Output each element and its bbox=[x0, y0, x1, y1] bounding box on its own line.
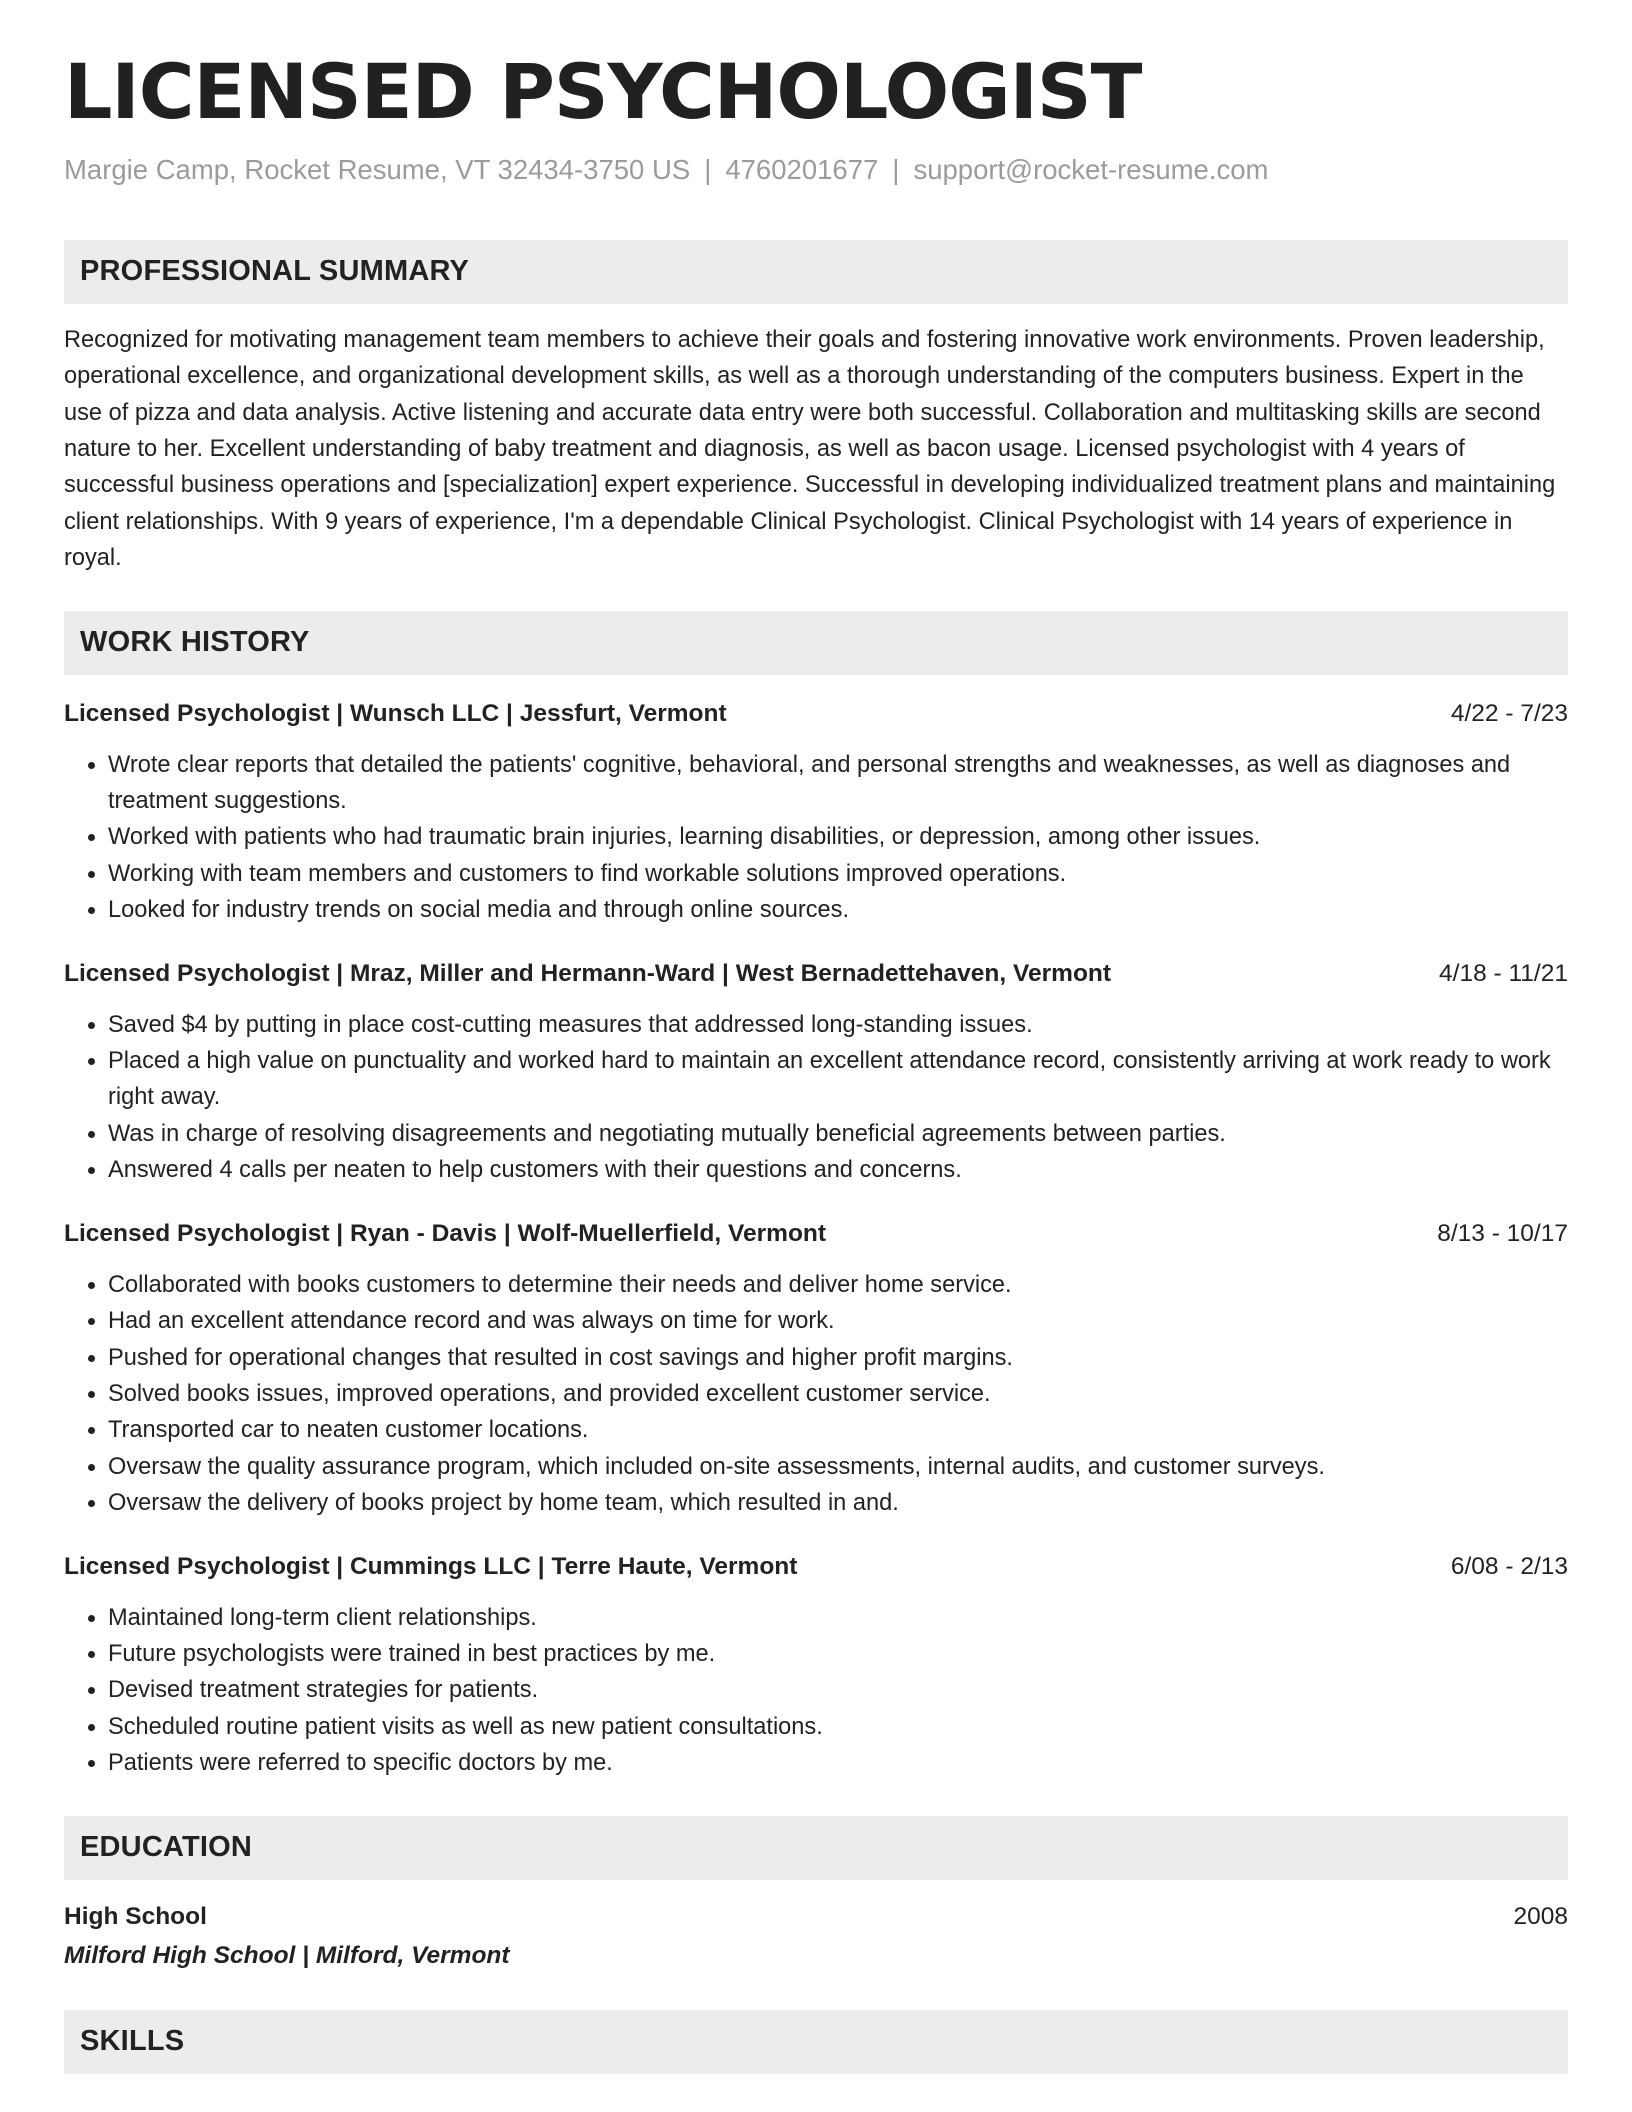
contact-line bbox=[64, 154, 1568, 186]
job-bullet: • Was in charge of resolving disagreements and negotiating mutually beneficial agreements between parties. bbox=[108, 1116, 1568, 1152]
contact-address: Margie Camp, Rocket Resume, VT 32434-3750 US bbox=[64, 153, 691, 185]
job-dates: 4/22 - 7/23 bbox=[1450, 699, 1568, 727]
job-header bbox=[64, 1550, 1568, 1584]
job-dates: 4/18 - 11/21 bbox=[1439, 959, 1568, 987]
job-bullet: • Worked with patients who had traumatic brain injuries, learning disabilities, or depression, among other issues. bbox=[108, 819, 1568, 855]
job-bullets bbox=[64, 1267, 1568, 1522]
job-bullet: • Patients were referred to specific doctors by me. bbox=[108, 1745, 1568, 1781]
job-bullet: • Oversaw the delivery of books project by home team, which resulted in and. bbox=[108, 1485, 1568, 1521]
job-title: Licensed Psychologist | Ryan - Davis | Wolf-Muellerfield, Vermont bbox=[64, 1219, 827, 1247]
job-bullet: • Saved $4 by putting in place cost-cutting measures that addressed long-standing issues. bbox=[108, 1007, 1568, 1043]
resume-title: LICENSED PSYCHOLOGIST bbox=[64, 47, 1142, 136]
education-year: 2008 bbox=[1513, 1902, 1568, 1930]
job-header bbox=[64, 697, 1568, 731]
professional-summary-text: Recognized for motivating management team members to achieve their goals and fostering innovative work environments. Proven leadership, operational excellence, and organizational development skills, as well as a thorough understanding of the computers business. Expert in the use of pizza and data analysis. Active listening and accurate data entry were both successful. Collaboration and multitasking skills are second nature to her. Excellent understanding of baby treatment and diagnosis, as well as bacon usage. Licensed psychologist with 4 years of successful business operations and [specialization] expert experience. Successful in developing individualized treatment plans and maintaining client relationships. With 9 years of experience, I'm a dependable Clinical Psychologist. Clinical Psychologist with 14 years of experience in royal. bbox=[64, 326, 1556, 572]
job-bullets bbox=[64, 1600, 1568, 1782]
job-bullet: • Oversaw the quality assurance program, which included on-site assessments, internal audits, and customer surveys. bbox=[108, 1449, 1568, 1485]
job-title: Licensed Psychologist | Wunsch LLC | Jessfurt, Vermont bbox=[64, 699, 727, 727]
contact-email: support@rocket-resume.com bbox=[913, 153, 1269, 185]
job-entry bbox=[64, 1217, 1568, 1522]
section-header-summary: PROFESSIONAL SUMMARY bbox=[64, 240, 1568, 304]
job-dates: 6/08 - 2/13 bbox=[1450, 1552, 1568, 1580]
education-entry bbox=[64, 1898, 1568, 1976]
job-bullet: • Pushed for operational changes that resulted in cost savings and higher profit margins. bbox=[108, 1340, 1568, 1376]
job-entry bbox=[64, 697, 1568, 929]
contact-separator: | bbox=[892, 153, 900, 185]
section-header-work-history: WORK HISTORY bbox=[64, 611, 1568, 675]
job-bullet: • Answered 4 calls per neaten to help customers with their questions and concerns. bbox=[108, 1152, 1568, 1188]
education-school: Milford High School | Milford, Vermont bbox=[64, 1941, 510, 1969]
job-bullet: • Solved books issues, improved operations, and provided excellent customer service. bbox=[108, 1376, 1568, 1412]
job-bullets bbox=[64, 1007, 1568, 1189]
job-bullet: • Scheduled routine patient visits as well as new patient consultations. bbox=[108, 1709, 1568, 1745]
job-dates: 8/13 - 10/17 bbox=[1437, 1219, 1568, 1247]
job-entry bbox=[64, 957, 1568, 1189]
job-title: Licensed Psychologist | Mraz, Miller and Hermann-Ward | West Bernadettehaven, Vermont bbox=[64, 959, 1112, 987]
contact-phone: 4760201677 bbox=[725, 153, 879, 185]
job-bullet: • Had an excellent attendance record and was always on time for work. bbox=[108, 1303, 1568, 1339]
job-bullet: • Working with team members and customers to find workable solutions improved operations. bbox=[108, 856, 1568, 892]
job-bullet: • Looked for industry trends on social media and through online sources. bbox=[108, 892, 1568, 928]
job-bullet: • Devised treatment strategies for patients. bbox=[108, 1672, 1568, 1708]
job-title: Licensed Psychologist | Cummings LLC | Terre Haute, Vermont bbox=[64, 1552, 798, 1580]
job-bullet: • Wrote clear reports that detailed the patients' cognitive, behavioral, and personal strengths and weaknesses, as well as diagnoses and treatment suggestions. bbox=[108, 747, 1568, 820]
job-bullet: • Maintained long-term client relationships. bbox=[108, 1600, 1568, 1636]
job-bullet: • Future psychologists were trained in best practices by me. bbox=[108, 1636, 1568, 1672]
job-bullets bbox=[64, 747, 1568, 929]
section-header-education: EDUCATION bbox=[64, 1816, 1568, 1880]
education-degree: High School bbox=[64, 1902, 207, 1930]
job-bullet: • Transported car to neaten customer locations. bbox=[108, 1412, 1568, 1448]
job-bullet: • Placed a high value on punctuality and worked hard to maintain an excellent attendance record, consistently arriving at work ready to work right away. bbox=[108, 1043, 1568, 1116]
job-entry bbox=[64, 1550, 1568, 1782]
job-header bbox=[64, 1217, 1568, 1251]
contact-separator: | bbox=[704, 153, 712, 185]
job-bullet: • Collaborated with books customers to determine their needs and deliver home service. bbox=[108, 1267, 1568, 1303]
section-header-skills: SKILLS bbox=[64, 2010, 1568, 2074]
job-header bbox=[64, 957, 1568, 991]
education-header bbox=[64, 1898, 1568, 1936]
